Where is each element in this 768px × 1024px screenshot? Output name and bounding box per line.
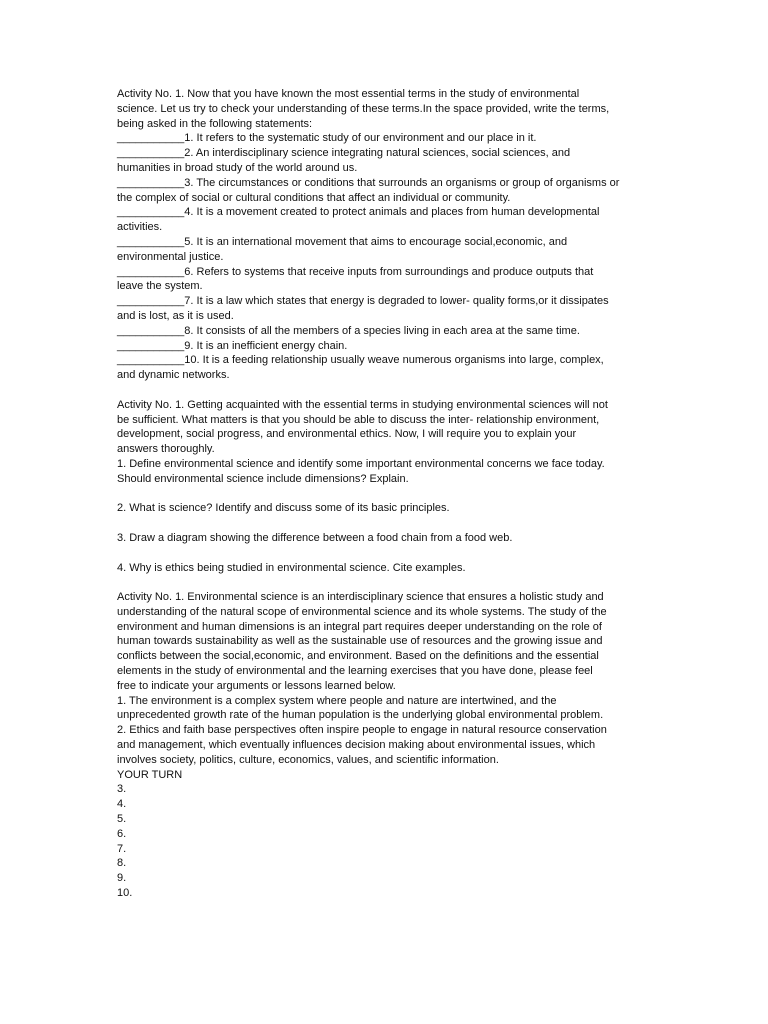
paragraph-gap <box>117 516 657 531</box>
activity-intro-line: be sufficient. What matters is that you should be able to discuss the inter- relationship environment, <box>117 413 600 426</box>
question-line: 1. Define environmental science and identify some important environmental concerns we face today. <box>117 457 605 470</box>
example-line: involves society, politics, culture, economics, values, and scientific information. <box>117 753 499 766</box>
activity-intro-line: conflicts between the social,economic, and environment. Based on the definitions and the essential <box>117 650 599 663</box>
question-line: ___________10. It is a feeding relationship usually weave numerous organisms into large, complex, <box>117 354 604 367</box>
question-line: ___________9. It is an inefficient energy chain. <box>117 339 348 352</box>
example-line: 1. The environment is a complex system where people and nature are intertwined, and the <box>117 694 557 707</box>
activity-intro-line: science. Let us try to check your understanding of these terms.In the space provided, write the terms, <box>117 102 610 115</box>
activity-intro-line: Activity No. 1. Getting acquainted with the essential terms in studying environmental sciences will not <box>117 398 608 411</box>
answer-number: 4. <box>117 798 127 811</box>
question-line: and is lost, as it is used. <box>117 309 234 322</box>
activity-intro-line: Activity No. 1. Now that you have known the most essential terms in the study of environmental <box>117 88 580 100</box>
paragraph-gap <box>117 575 657 590</box>
question-line: environmental justice. <box>117 250 224 263</box>
answer-number: 8. <box>117 857 127 870</box>
activity-intro-line: answers thoroughly. <box>117 443 215 456</box>
activity-intro-line: understanding of the natural scope of environmental science and its whole systems. The study of the <box>117 605 607 618</box>
activity-identification <box>117 87 657 383</box>
paragraph-gap <box>117 546 657 561</box>
answer-number: 7. <box>117 842 127 855</box>
activity-intro-line: free to indicate your arguments or lessons learned below. <box>117 679 396 692</box>
paragraph-gap <box>117 487 657 502</box>
activity-discussion <box>117 398 657 576</box>
activity-intro-line: being asked in the following statements: <box>117 117 313 130</box>
example-line: unprecedented growth rate of the human population is the underlying global environmental problem. <box>117 709 604 722</box>
answer-number: 5. <box>117 813 127 826</box>
question-line: humanities in broad study of the world around us. <box>117 161 358 174</box>
question-line: 3. Draw a diagram showing the difference between a food chain from a food web. <box>117 531 513 544</box>
example-line: and management, which eventually influences decision making about environmental issues, which <box>117 739 596 752</box>
question-line: ___________3. The circumstances or conditions that surrounds an organisms or group of organisms or <box>117 176 620 189</box>
answer-number: 9. <box>117 872 127 885</box>
activity-intro-line: human towards sustainability as well as the sustainable use of resources and the growing issue and <box>117 635 603 648</box>
question-line: ___________1. It refers to the systematic study of our environment and our place in it. <box>117 132 537 145</box>
document-body <box>117 87 657 901</box>
question-line: the complex of social or cultural conditions that affect an individual or community. <box>117 191 511 204</box>
activity-intro-line: environment and human dimensions is an integral part requires deeper understanding on the role of <box>117 620 602 633</box>
question-line: ___________6. Refers to systems that receive inputs from surroundings and produce outputs that <box>117 265 594 278</box>
your-turn-heading: YOUR TURN <box>117 768 183 781</box>
activity-intro-line: Activity No. 1. Environmental science is an interdisciplinary science that ensures a holistic study and <box>117 591 604 604</box>
question-line: 4. Why is ethics being studied in environmental science. Cite examples. <box>117 561 466 574</box>
answer-number: 6. <box>117 827 127 840</box>
question-line: and dynamic networks. <box>117 369 230 382</box>
question-line: 2. What is science? Identify and discuss some of its basic principles. <box>117 502 450 515</box>
question-line: Should environmental science include dimensions? Explain. <box>117 472 409 485</box>
answer-number: 10. <box>117 887 133 900</box>
activity-intro-line: elements in the study of environmental and the learning exercises that you have done, please feel <box>117 665 593 678</box>
activity-reflection <box>117 590 657 901</box>
question-line: ___________7. It is a law which states that energy is degraded to lower- quality forms,or it dissipates <box>117 295 609 308</box>
example-line: 2. Ethics and faith base perspectives often inspire people to engage in natural resource conservation <box>117 724 607 737</box>
question-line: activities. <box>117 221 163 234</box>
question-line: ___________2. An interdisciplinary science integrating natural sciences, social sciences, and <box>117 147 571 160</box>
question-line: leave the system. <box>117 280 203 293</box>
answer-number: 3. <box>117 783 127 796</box>
activity-intro-line: development, social progress, and environmental ethics. Now, I will require you to explain your <box>117 428 577 441</box>
paragraph-gap <box>117 383 657 398</box>
question-line: ___________5. It is an international movement that aims to encourage social,economic, and <box>117 235 568 248</box>
question-line: ___________8. It consists of all the members of a species living in each area at the same time. <box>117 324 580 337</box>
question-line: ___________4. It is a movement created to protect animals and places from human developmental <box>117 206 600 219</box>
